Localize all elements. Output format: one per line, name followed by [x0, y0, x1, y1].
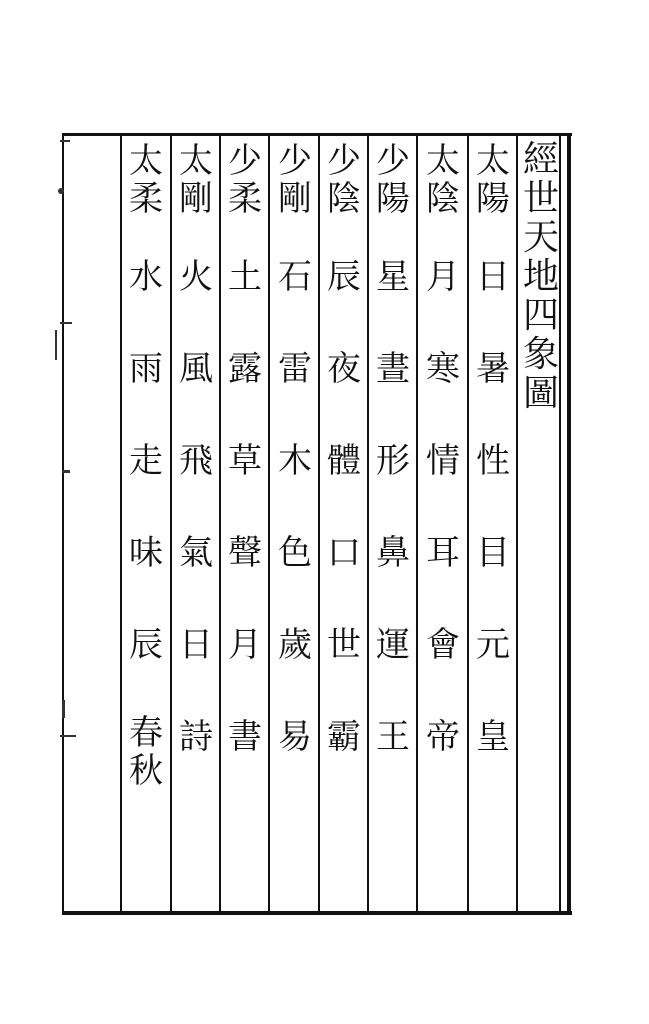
column-char: 鼻	[376, 533, 410, 573]
title-char: 圖	[522, 373, 559, 414]
column-char: 秋	[129, 751, 163, 791]
column-taiyang	[470, 142, 516, 910]
column-divider	[367, 136, 369, 911]
column-char: 飛	[179, 441, 213, 481]
column-char: 春	[129, 713, 163, 753]
column-char: 氣	[179, 533, 213, 573]
column-char: 火	[179, 257, 213, 297]
column-char: 帝	[426, 717, 460, 757]
column-char: 口	[327, 533, 361, 573]
gutter-mark	[55, 330, 57, 360]
column-char: 日	[179, 625, 213, 665]
column-tairou	[123, 142, 169, 910]
page-title	[519, 140, 563, 413]
column-char: 寒	[426, 349, 460, 389]
column-divider	[170, 136, 172, 911]
title-char: 經	[522, 139, 559, 180]
column-heading: 太 陰	[426, 141, 460, 219]
column-heading: 太 剛	[179, 141, 213, 219]
frame-right-rule	[567, 133, 571, 915]
title-char: 世	[522, 178, 559, 219]
title-char: 地	[522, 256, 559, 297]
column-divider	[416, 136, 418, 911]
column-divider	[318, 136, 320, 911]
title-char: 天	[522, 217, 559, 258]
column-char: 露	[228, 349, 262, 389]
column-shaoyang	[370, 142, 416, 910]
column-char: 草	[228, 441, 262, 481]
column-char: 星	[376, 257, 410, 297]
column-char: 暑	[476, 349, 510, 389]
column-char: 木	[278, 441, 312, 481]
frame-bottom-rule	[62, 911, 572, 915]
column-heading: 少 陰	[327, 141, 361, 219]
column-char: 水	[129, 257, 163, 297]
column-char: 晝	[376, 349, 410, 389]
column-char: 目	[476, 533, 510, 573]
column-char: 石	[278, 257, 312, 297]
column-char-pair	[123, 714, 169, 790]
column-char: 夜	[327, 349, 361, 389]
column-shaoyin	[321, 142, 367, 910]
column-char: 王	[376, 717, 410, 757]
column-char: 聲	[228, 533, 262, 573]
gutter-mark	[58, 188, 64, 194]
column-char: 易	[278, 717, 312, 757]
frame-top-rule	[62, 133, 572, 136]
column-char: 霸	[327, 717, 361, 757]
column-char: 會	[426, 625, 460, 665]
column-char: 書	[228, 717, 262, 757]
column-divider	[467, 136, 469, 911]
column-char: 雨	[129, 349, 163, 389]
column-char: 風	[179, 349, 213, 389]
column-divider	[120, 136, 122, 911]
column-taiyin	[420, 142, 466, 910]
column-char: 世	[327, 625, 361, 665]
column-char: 土	[228, 257, 262, 297]
column-char: 運	[376, 625, 410, 665]
gutter-mark	[62, 470, 70, 473]
column-heading: 少 柔	[228, 141, 262, 219]
column-char: 味	[129, 533, 163, 573]
gutter-mark	[62, 700, 65, 718]
column-char: 月	[426, 257, 460, 297]
column-char: 形	[376, 441, 410, 481]
column-char: 耳	[426, 533, 460, 573]
column-char: 元	[476, 625, 510, 665]
column-divider	[219, 136, 221, 911]
gutter-mark	[60, 140, 70, 142]
column-char: 日	[476, 257, 510, 297]
column-char: 辰	[129, 625, 163, 665]
column-taigang	[173, 142, 219, 910]
title-char: 象	[522, 334, 559, 375]
column-char: 詩	[179, 717, 213, 757]
column-char: 雷	[278, 349, 312, 389]
column-char: 走	[129, 441, 163, 481]
column-heading: 少 剛	[278, 141, 312, 219]
column-char: 色	[278, 533, 312, 573]
column-char: 月	[228, 625, 262, 665]
title-char: 四	[522, 295, 559, 336]
column-divider	[516, 136, 518, 911]
column-char: 辰	[327, 257, 361, 297]
column-shaogang	[272, 142, 318, 910]
column-heading: 太 柔	[129, 141, 163, 219]
column-char: 皇	[476, 717, 510, 757]
column-char: 情	[426, 441, 460, 481]
column-char: 性	[476, 441, 510, 481]
gutter-mark	[60, 735, 76, 737]
column-heading: 太 陽	[476, 141, 510, 219]
gutter-mark	[60, 322, 72, 324]
column-heading: 少 陽	[376, 141, 410, 219]
column-char: 體	[327, 441, 361, 481]
column-char: 歲	[278, 625, 312, 665]
gutter-rule	[62, 133, 64, 915]
column-shaorou	[222, 142, 268, 910]
column-divider	[268, 136, 270, 911]
